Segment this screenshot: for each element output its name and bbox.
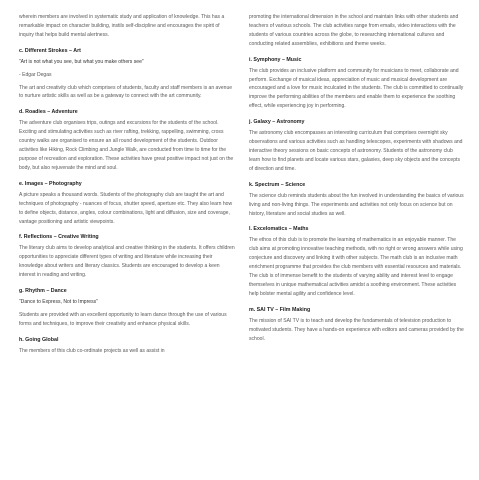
section-heading: g. Rhythm – Dance bbox=[19, 288, 67, 295]
section-heading: d. Roadies – Adventure bbox=[19, 109, 78, 116]
section-heading: h. Going Global bbox=[19, 336, 59, 343]
paragraph: The science club reminds students about the fun involved in understanding the basics of various living and non-living things. The experiments and activities not only focus on science but on history, literature and social studies as well. bbox=[249, 192, 464, 217]
section-heading: l. Excelomatics – Maths bbox=[249, 226, 309, 233]
section-heading: k. Spectrum – Science bbox=[249, 181, 306, 188]
section-heading: j. Galaxy – Astronomy bbox=[249, 119, 305, 126]
paragraph: wherein members are involved in systematic study and application of knowledge. This has a remarkable impact on character building, instils self-discipline and encourages the spirit of inquiry that helps build mental alertness. bbox=[19, 14, 225, 38]
left-column bbox=[19, 13, 235, 480]
section-heading: m. SAI TV – Film Making bbox=[249, 306, 311, 313]
paragraph: The astronomy club encompasses an interesting curriculum that comprises overnight sky observations and various activities such as handling telescopes, experiments with shadows and interactive theory sessions on basic concepts of astronomy. Students of the astronomy club learn how to find planets and locate various stars, galaxies, deep sky objects and the concepts of direction and time. bbox=[249, 130, 463, 172]
paragraph: Students are provided with an excellent opportunity to learn dance through the use of various forms and techniques, to improve their creativity and enhance physical skills. bbox=[19, 311, 227, 327]
paragraph: The mission of SAI TV is to teach and develop the fundamentals of television production to motivated students. They have a hands-on experience with editors and cameras provided by the school. bbox=[249, 317, 464, 342]
section-heading: i. Symphony – Music bbox=[249, 56, 302, 63]
section-heading: c. Different Strokes – Art bbox=[19, 47, 81, 54]
quote-text: “Art is not what you see, but what you make others see” bbox=[19, 58, 144, 65]
paragraph: The adventure club organises trips, outings and excursions for the students of the school. Exciting and stimulating activities such as river rafting, trekking, rappelling, swimming, cross country walks are organised to ensure an all round development of the students. Outdoor activities like Hiking, Rock Climbing and Jungle Walk, are conducted from time to time for the purpose of recreation and exploration. These activities have great positive impact not just on the body, but also rejuvenate the mind and soul. bbox=[19, 120, 234, 171]
paragraph: The members of this club co-ordinate projects as well as assist in bbox=[19, 347, 165, 354]
paragraph: - Edgar Degas bbox=[19, 71, 52, 78]
section-heading: e. Images – Photography bbox=[19, 180, 82, 187]
paragraph: The club provides an inclusive platform and community for musicians to meet, collaborate and perform. Exchange of musical ideas, appreciation of music and musical development are encouraged and a love for music inculcated in the students. The club is committed to continually improve the performing abilities of the members and enable them to experience the soothing effect, while experiencing joy in performing. bbox=[249, 67, 464, 110]
paragraph: The art and creativity club which comprises of students, faculty and staff members is an avenue to nurture artistic skills as well as be a gateway to connect with the art community. bbox=[19, 84, 233, 100]
quote-text: “Dance to Express, Not to Impress” bbox=[19, 299, 98, 306]
right-column bbox=[249, 13, 465, 480]
paragraph: The ethos of this club is to promote the learning of mathematics in an enjoyable manner. The club aims at promoting innovative teaching methods, with no right or wrong answers while using conjecture and discovery and linking it with other subjects. The math club is an inclusive math enrichment programme that provides the club members with essential resources and materials. The club is of immense benefit to the students of varying ability and interest level to engage themselves in unique mathematical activities amidst a soothing environment. These activities help bolster mental agility and confidence level. bbox=[249, 237, 463, 297]
paragraph: A picture speaks a thousand words. Students of the photography club are taught the art and techniques of photography - nuances of focus, shutter speed, aperture etc. They also learn how to define objects, distance, angles, colour combinations, light and diffusion, size and coverage, vantage positioning and artistic viewpoints. bbox=[19, 191, 233, 225]
section-heading: f. Reflections – Creative Writing bbox=[19, 234, 99, 241]
paragraph: The literary club aims to develop analytical and creative thinking in the students. It offers children opportunities to appreciate different types of writing and literature while increasing their knowledge about writers and literary classics. Students are encouraged to develop a keen interest in reading and writing. bbox=[19, 245, 235, 279]
paragraph: promoting the international dimension in the school and maintain links with other students and teachers of various schools. The club activities range from emails, video interactions with the students of various countries across the globe, to researching international cultures and conducting related assemblies, exhibitions and theme weeks. bbox=[249, 14, 459, 47]
